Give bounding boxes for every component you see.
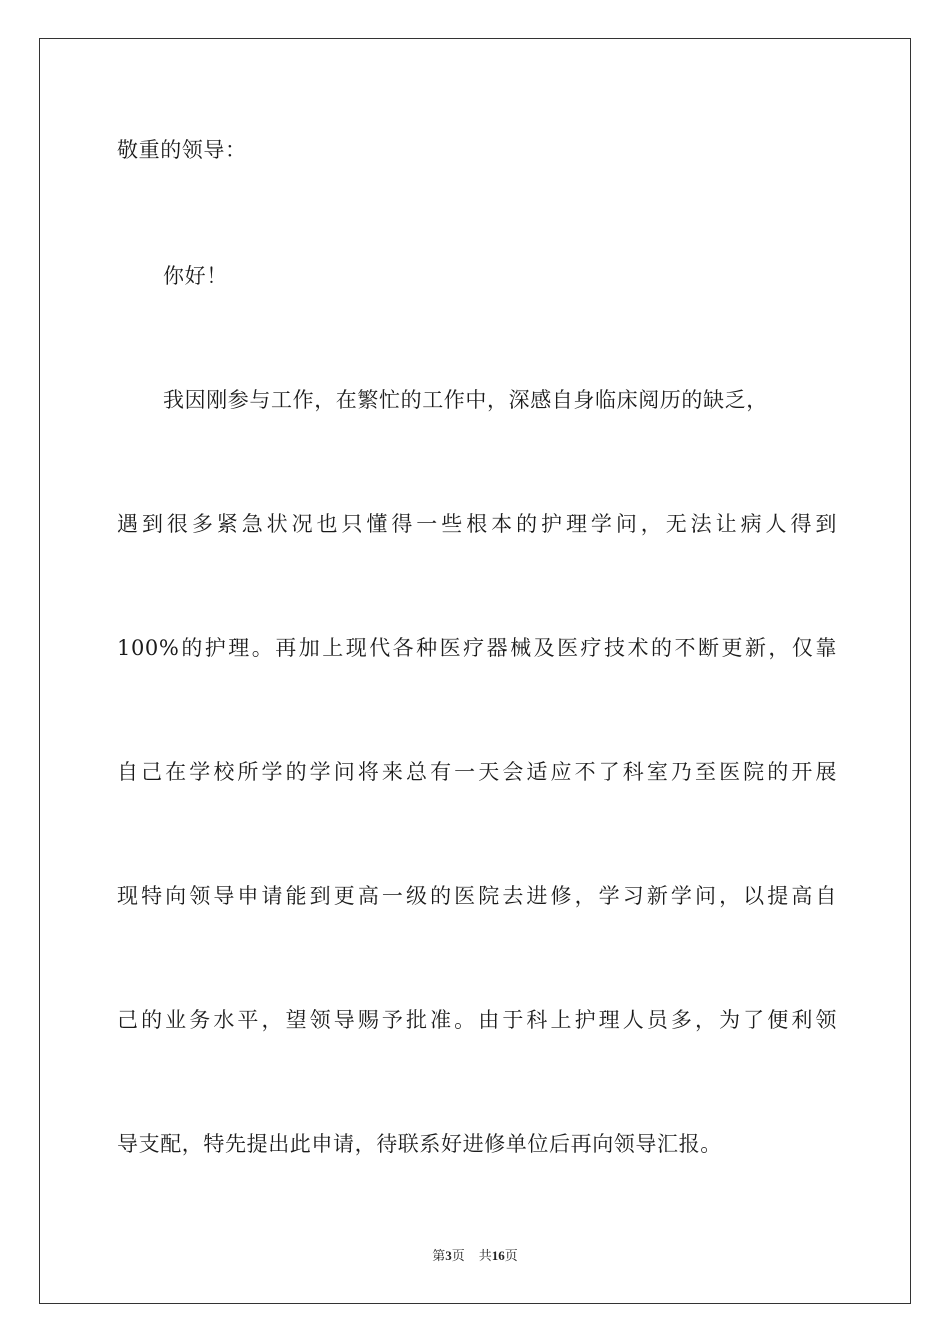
body-line-7: 导支配，特先提出此申请，待联系好进修单位后再向领导汇报。 bbox=[117, 1132, 722, 1156]
body-line-4: 自己在学校所学的学问将来总有一天会适应不了科室乃至医院的开展 bbox=[117, 760, 837, 784]
body-line-2: 遇到很多紧急状况也只懂得一些根本的护理学问，无法让病人得到 bbox=[117, 512, 837, 536]
page-border bbox=[39, 38, 911, 1304]
body-line-5: 现特向领导申请能到更高一级的医院去进修，学习新学问，以提高自 bbox=[117, 884, 837, 908]
body-line-6: 己的业务水平，望领导赐予批准。由于科上护理人员多，为了便利领 bbox=[117, 1008, 837, 1032]
total-pages: 16 bbox=[491, 1248, 505, 1263]
body-line-1: 我因刚参与工作，在繁忙的工作中，深感自身临床阅历的缺乏， bbox=[163, 388, 768, 412]
body-line-3: 100%的护理。再加上现代各种医疗器械及医疗技术的不断更新，仅靠 bbox=[117, 636, 837, 660]
greeting: 你好！ bbox=[163, 264, 228, 288]
page-number: 3 bbox=[445, 1248, 452, 1263]
total-prefix: 共 bbox=[478, 1248, 492, 1263]
page-footer bbox=[0, 1247, 950, 1265]
page-suffix: 页 bbox=[451, 1248, 465, 1263]
salutation: 敬重的领导： bbox=[117, 138, 247, 162]
total-suffix: 页 bbox=[504, 1248, 518, 1263]
page-prefix: 第 bbox=[432, 1248, 446, 1263]
